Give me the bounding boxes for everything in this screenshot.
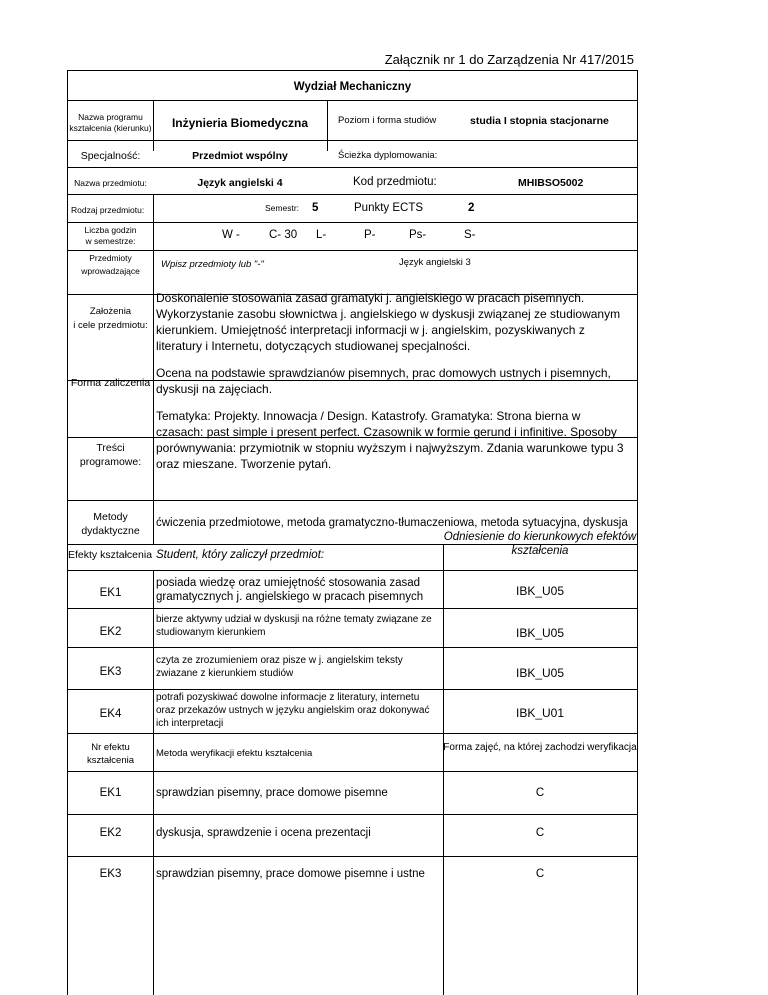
verification-form-label: Forma zajęć, na której zachodzi weryfikacja [443,742,637,753]
verification-form: C [535,827,545,839]
faculty-title: Wydział Mechaniczny [293,81,412,93]
level-value: studia I stopnia stacjonarne [470,115,609,127]
annex-note: Załącznik nr 1 do Zarządzenia Nr 417/2015 [384,52,634,67]
verification-id: EK2 [99,827,122,839]
outcome-id: EK1 [99,587,122,599]
goals-label-line1: Założenia [89,306,132,317]
verification-form: C [535,868,545,880]
level-label: Poziom i forma studiów [338,115,437,126]
semester-value: 5 [312,202,319,214]
outcomes-student-label: Student, który zaliczył przedmiot: [156,549,325,561]
hours-c: C- 30 [269,229,298,241]
verification-method: sprawdzian pisemny, prace domowe pisemne i ustne [156,868,425,880]
outcomes-ref-label: Odniesienie do kierunkowych efektów kształcenia [443,531,637,557]
prereq-label-line1: Przedmioty [89,253,132,263]
program-label-line2: kształcenia (kierunku) [69,123,152,133]
outcome-text: czyta ze zrozumieniem oraz pisze w j. angielskim teksty zwiazane z kierunkiem studiów [156,655,403,679]
assessment-text: Ocena na podstawie sprawdzianów pisemnych, prac domowych ustnych i pisemnych, dyskusji na zajęciach. [156,366,611,396]
semester-label: Semestr: [265,203,300,213]
verification-id-label-line2: kształcenia [87,755,134,766]
verification-method: dyskusja, sprawdzenie i ocena prezentacji [156,827,371,839]
path-label: Ścieżka dyplomowania: [338,150,438,161]
content-label-line1: Treści [96,442,125,454]
outcome-ref: IBK_U05 [515,584,565,598]
course-code-value: MHIBSO5002 [518,177,584,189]
outcome-text: posiada wiedzę oraz umiejętność stosowania zasad gramatycznych j. angielskiego w pracach pisemnych [156,577,424,603]
program-label-line1: Nazwa programu [78,112,143,122]
prereq-value: Język angielski 3 [399,257,471,268]
course-card [67,70,638,995]
specialty-value: Przedmiot wspólny [192,150,288,162]
outcomes-label: Efekty kształcenia [68,549,153,561]
verification-id-label-line1: Nr efektu [91,742,130,753]
outcome-ref: IBK_U01 [515,706,565,720]
course-name-label: Nazwa przedmiotu: [74,178,147,188]
hours-l: L- [316,229,327,241]
hours-label-line2: w semestrze: [85,236,136,246]
goals-text: Doskonalenie stosowania zasad gramatyki j. angielskiego w pracach pisemnych. Wykorzystanie zasobu słownictwa j. angielskiego w dyskusji związanej ze studiowanym kierunkiem. Umiejętność interpretacji informacji w j. angielskim, pozyskiwanych z literatury i Internetu, dotyczących studiowanej specjalności. [156,291,621,353]
verification-id: EK1 [99,787,122,799]
hours-p: P- [364,229,376,241]
content-text: Tematyka: Projekty. Innowacja / Design. Katastrofy. Gramatyka: Strona bierna w czasach: past simple i present perfect. Czasownik w formie gerund i infinitive. Sposoby porównywania: przymiotnik w stopniu wyższym i najwyższym. Zdania warunkowe typu 3 oraz mieszane. Tworzenie pytań. [156,409,624,471]
assessment-label: Forma zaliczenia [70,377,151,389]
goals-label-line2: i cele przedmiotu: [73,320,148,331]
methods-text: ćwiczenia przedmiotowe, metoda gramatyczno-tłumaczeniowa, metoda sytuacyjna, dyskusja [156,517,628,529]
methods-label-line1: Metody [93,511,128,523]
outcome-ref: IBK_U05 [515,666,565,680]
course-code-label: Kod przedmiotu: [353,176,437,188]
ects-label: Punkty ECTS [354,202,424,214]
outcome-text: potrafi pozyskiwać dowolne informacje z literatury, internetu oraz przekazów ustnych w języku angielskim oraz dokonywać ich interpretacji [156,692,430,729]
verification-method: sprawdzian pisemny, prace domowe pisemne [156,787,388,799]
outcome-id: EK2 [99,626,122,638]
outcome-id: EK4 [99,708,122,720]
hours-w: W - [222,229,240,241]
program-value: Inżynieria Biomedyczna [171,116,309,130]
outcome-ref: IBK_U05 [515,626,565,640]
outcome-text: bierze aktywny udział w dyskusji na różne tematy związane ze studiowanym kierunkiem [156,614,432,638]
outcome-id: EK3 [99,666,122,678]
type-label: Rodzaj przedmiotu: [71,205,145,215]
course-name-value: Język angielski 4 [197,177,283,189]
hours-s: S- [464,229,476,241]
hours-label-line1: Liczba godzin [84,225,137,235]
verification-id: EK3 [99,868,122,880]
content-label-line2: programowe: [79,456,142,468]
verification-form: C [535,787,545,799]
methods-label-line2: dydaktyczne [81,525,140,537]
prereq-label-line2: wprowadzające [81,266,140,276]
prereq-hint: Wpisz przedmioty lub "-" [161,259,264,270]
ects-value: 2 [468,202,475,214]
verification-method-label: Metoda weryfikacji efektu kształcenia [156,748,313,759]
hours-ps: Ps- [409,229,427,241]
specialty-label: Specjalność: [80,150,141,162]
